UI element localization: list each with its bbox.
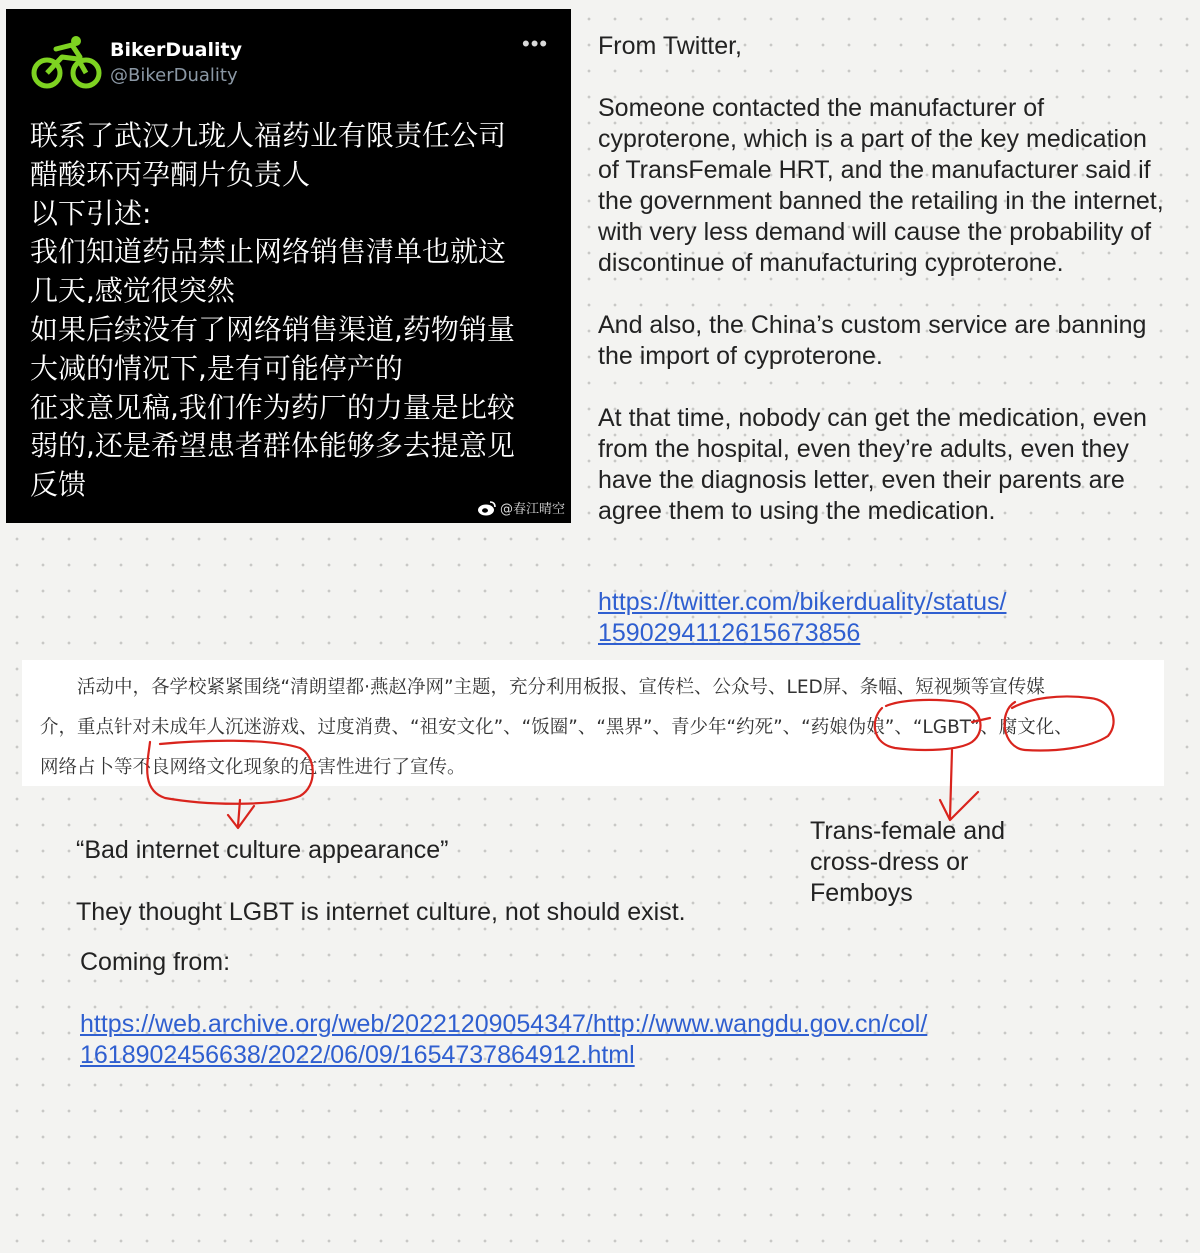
article-line: 网络占卜等不良网络文化现象的危害性进行了宣传。: [40, 757, 466, 778]
notes-line: agree them to using the medication.: [598, 497, 996, 525]
notes-line: discontinue of manufacturing cyproterone.: [598, 249, 1064, 277]
lgbt-note: They thought LGBT is internet culture, not should exist.: [76, 898, 686, 926]
more-horizontal-icon[interactable]: •••: [522, 31, 549, 56]
twitter-status-link[interactable]: [598, 587, 1007, 649]
tweet-line: 以下引述:: [30, 196, 152, 230]
article-text: [40, 668, 1160, 788]
notes-line: have the diagnosis letter, even their parents are: [598, 466, 1125, 494]
tweet-line: 大减的情况下,是有可能停产的: [30, 351, 403, 385]
notes-line: the import of cyproterone.: [598, 342, 883, 370]
notes-line: from the hospital, even they’re adults, even they: [598, 435, 1129, 463]
notes-line: cyproterone, which is a part of the key medication: [598, 125, 1147, 153]
article-line: 介，重点针对未成年人沉迷游戏、过度消费、“祖安文化”、“饭圈”、“黑界”、青少年“约死”、“药娘伪娘”、“LGBT”、腐文化、: [40, 717, 1073, 738]
tweet-line: 征求意见稿,我们作为药厂的力量是比较: [30, 390, 515, 424]
article-line: 活动中，各学校紧紧围绕“清朗望都·燕赵净网”主题，充分利用板报、宣传栏、公众号、LED屏、条幅、短视频等宣传媒: [40, 677, 1045, 698]
trans-female-label: [810, 816, 1005, 909]
bicycle-rider-icon: [30, 35, 106, 89]
notes-intro: From Twitter,: [598, 32, 743, 60]
tweet-line: 反馈: [30, 468, 87, 502]
arrow-bad-culture: [228, 800, 254, 828]
trans-label-line: cross-dress or: [810, 848, 969, 876]
archive-link-line[interactable]: https://web.archive.org/web/20221209054347/http://www.wangdu.gov.cn/col/: [80, 1010, 928, 1038]
notes-line: of TransFemale HRT, and the manufacturer said if: [598, 156, 1151, 184]
tweet-line: 弱的,还是希望患者群体能够多去提意见: [30, 429, 515, 463]
watermark-text: @春江晴空: [499, 502, 565, 517]
bad-culture-translation: “Bad internet culture appearance”: [76, 836, 449, 864]
twitter-link-line[interactable]: https://twitter.com/bikerduality/status/: [598, 588, 1007, 616]
notes-paragraph-access: [598, 403, 1198, 527]
tweet-text: [30, 117, 550, 505]
notes-line: with very less demand will cause the probability of: [598, 218, 1152, 246]
notes-line: At that time, nobody can get the medication, even: [598, 404, 1147, 432]
article-excerpt: [22, 660, 1164, 786]
trans-label-line: Femboys: [810, 879, 913, 907]
tweet-line: 醋酸环丙孕酮片负责人: [30, 157, 311, 191]
tweet-line: 如果后续没有了网络销售渠道,药物销量: [30, 312, 515, 346]
tweet-screenshot: [6, 9, 571, 523]
tweet-line: 几天,感觉很突然: [30, 274, 235, 308]
tweet-display-name[interactable]: BikerDuality: [110, 39, 242, 61]
twitter-link-line[interactable]: 1590294112615673856: [598, 619, 861, 647]
archive-link-line[interactable]: 1618902456638/2022/06/09/1654737864912.html: [80, 1041, 635, 1069]
source-heading: Coming from:: [80, 948, 231, 976]
notes-line: Someone contacted the manufacturer of: [598, 94, 1045, 122]
trans-label-line: Trans-female and: [810, 817, 1005, 845]
weibo-icon: [477, 500, 497, 516]
notes-paragraph-manufacturer: [598, 93, 1198, 279]
tweet-handle[interactable]: @BikerDuality: [110, 65, 238, 86]
notes-column: [598, 31, 1198, 558]
weibo-watermark: [477, 498, 565, 517]
tweet-line: 我们知道药品禁止网络销售清单也就这: [30, 235, 507, 269]
tweet-line: 联系了武汉九珑人福药业有限责任公司: [30, 119, 507, 152]
notes-line: And also, the China’s custom service are banning: [598, 311, 1147, 339]
notes-paragraph-customs: [598, 310, 1198, 372]
archive-source-link[interactable]: [80, 1009, 927, 1071]
notes-line: the government banned the retailing in the internet,: [598, 187, 1164, 215]
